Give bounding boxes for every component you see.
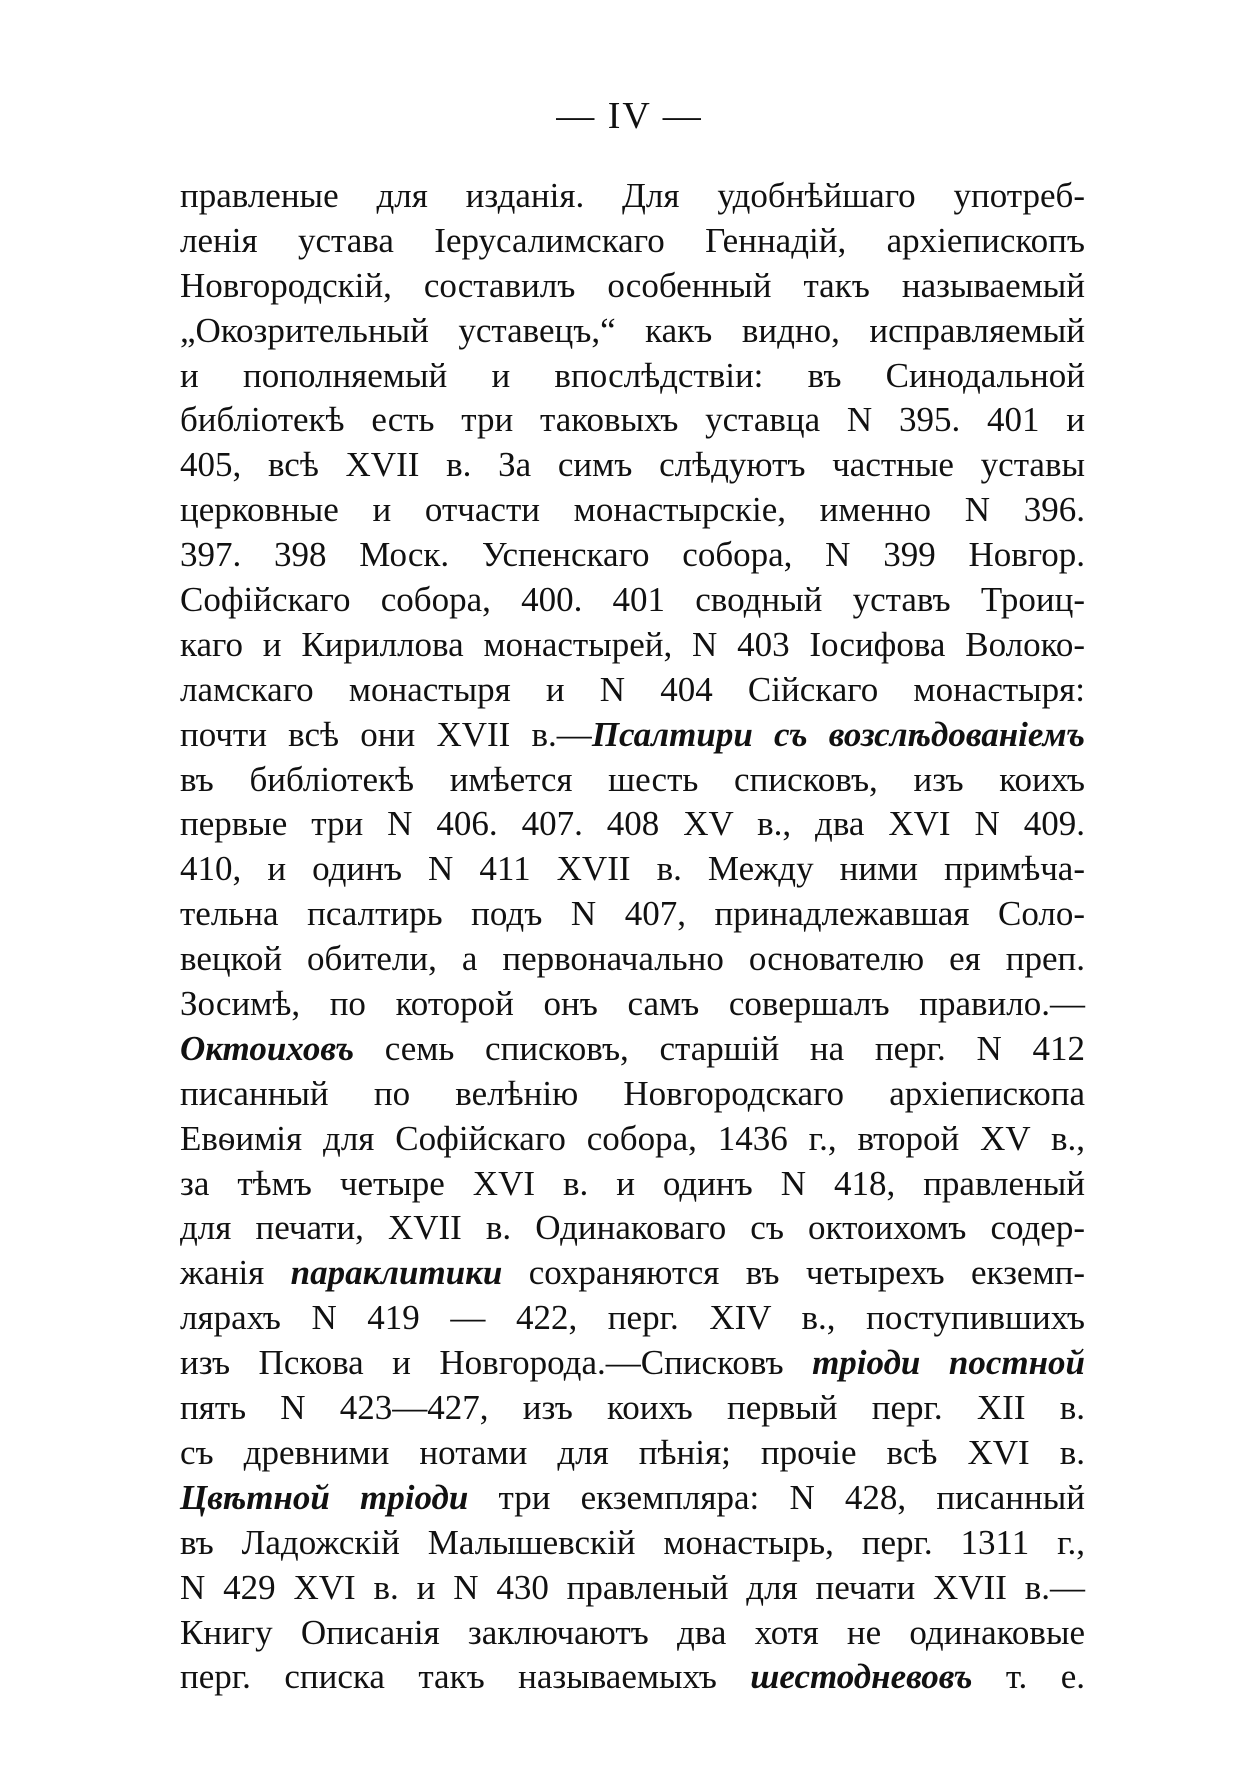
text-segment: три екземпляра: N 428, писанный [468, 1477, 1085, 1517]
text-segment: Евѳимія для Софійскаго собора, 1436 г., второй XV в., [180, 1118, 1085, 1158]
text-segment: перг. списка такъ называемыхъ [180, 1657, 751, 1697]
text-segment: Софійскаго собора, 400. 401 сводный уставъ Троиц- [180, 580, 1085, 620]
text-line [180, 1431, 1085, 1476]
italic-text-segment: параклитики [290, 1253, 503, 1293]
text-segment: вецкой обители, а первоначально основателю ея преп. [180, 939, 1085, 979]
text-line [180, 1072, 1085, 1117]
italic-text-segment: Псалтири съ возслѣдованіемъ [591, 714, 1085, 754]
text-segment: для печати, XVII в. Одинаковаго съ октоихомъ содер- [180, 1208, 1085, 1248]
text-line [180, 713, 1085, 758]
text-segment: библіотекѣ есть три таковыхъ уставца N 395. 401 и [180, 400, 1085, 440]
text-segment: каго и Кириллова монастырей, N 403 Іосифова Волоко- [180, 624, 1085, 664]
text-line [180, 1611, 1085, 1656]
text-line [180, 443, 1085, 488]
text-line [180, 1206, 1085, 1251]
body-text [180, 174, 1085, 1700]
text-line [180, 309, 1085, 354]
text-segment: ламскаго монастыря и N 404 Сійскаго монастыря: [180, 669, 1085, 709]
text-segment: 405, всѣ XVII в. За симъ слѣдуютъ частные уставы [180, 445, 1085, 485]
text-segment: въ Ладожскій Малышевскій монастырь, перг. 1311 г., [180, 1522, 1085, 1562]
text-line [180, 758, 1085, 803]
text-segment: N 429 XVI в. и N 430 правленый для печати XVII в.— [180, 1567, 1085, 1607]
italic-text-segment: тріоди постной [812, 1343, 1086, 1383]
italic-text-segment: Октоиховъ [180, 1028, 355, 1068]
text-segment: 397. 398 Моск. Успенскаго собора, N 399 Новгор. [180, 535, 1085, 575]
text-segment: Зосимѣ, по которой онъ самъ совершалъ правило.— [180, 984, 1085, 1024]
text-segment: и пополняемый и впослѣдствіи: въ Синодальной [180, 355, 1085, 395]
text-segment: церковные и отчасти монастырскіе, именно N 396. [180, 490, 1085, 530]
text-line [180, 578, 1085, 623]
text-line [180, 982, 1085, 1027]
text-line [180, 1386, 1085, 1431]
text-segment: за тѣмъ четыре XVI в. и одинъ N 418, правленый [180, 1163, 1085, 1203]
text-segment: писанный по велѣнію Новгородскаго архіепископа [180, 1073, 1085, 1113]
text-segment: Книгу Описанія заключаютъ два хотя не одинаковые [180, 1612, 1085, 1652]
text-line [180, 1655, 1085, 1700]
text-line [180, 1162, 1085, 1207]
text-segment: изъ Пскова и Новгорода.—Списковъ [180, 1343, 813, 1383]
text-line [180, 533, 1085, 578]
text-segment: сохраняются въ четырехъ екземп- [502, 1253, 1085, 1293]
text-line [180, 1521, 1085, 1566]
text-line [180, 1296, 1085, 1341]
text-segment: тельна псалтирь подъ N 407, принадлежавшая Соло- [180, 894, 1085, 934]
text-line [180, 1251, 1085, 1296]
italic-text-segment: Цвѣтной тріоди [180, 1477, 469, 1517]
text-line [180, 937, 1085, 982]
text-segment: „Окозрительный уставецъ,“ какъ видно, исправляемый [180, 310, 1085, 350]
text-segment: Новгородскій, составилъ особенный такъ называемый [180, 265, 1085, 305]
text-segment: пять N 423—427, изъ коихъ первый перг. XII в. [180, 1388, 1085, 1428]
text-segment: правленые для изданія. Для удобнѣйшаго употреб- [180, 176, 1085, 215]
text-line [180, 847, 1085, 892]
text-line [180, 892, 1085, 937]
text-segment: лярахъ N 419 — 422, перг. XIV в., поступившихъ [180, 1298, 1085, 1338]
text-segment: первые три N 406. 407. 408 XV в., два XVI N 409. [180, 804, 1085, 844]
text-segment: т. е. [972, 1657, 1085, 1697]
text-line [180, 668, 1085, 713]
text-line [180, 1341, 1085, 1386]
text-line [180, 219, 1085, 264]
text-segment: въ библіотекѣ имѣется шесть списковъ, изъ коихъ [180, 759, 1085, 799]
text-segment: жанія [180, 1253, 291, 1293]
text-line [180, 1027, 1085, 1072]
text-segment: съ древними нотами для пѣнія; прочіе всѣ XVI в. [180, 1432, 1085, 1472]
text-line [180, 1476, 1085, 1521]
text-line [180, 398, 1085, 443]
text-segment: 410, и одинъ N 411 XVII в. Между ними примѣча- [180, 849, 1085, 889]
text-line [180, 1566, 1085, 1611]
text-segment: семь списковъ, старшій на перг. N 412 [354, 1028, 1085, 1068]
text-line [180, 174, 1085, 219]
text-line [180, 1117, 1085, 1162]
text-segment: почти всѣ они XVII в.— [180, 714, 592, 754]
text-line [180, 264, 1085, 309]
page-number: — IV — [556, 95, 703, 137]
text-line [180, 802, 1085, 847]
italic-text-segment: шестодневовъ [750, 1657, 973, 1697]
text-line [180, 354, 1085, 399]
text-line [180, 623, 1085, 668]
text-segment: ленія устава Іерусалимскаго Геннадій, архіепископъ [180, 220, 1085, 260]
text-line [180, 488, 1085, 533]
